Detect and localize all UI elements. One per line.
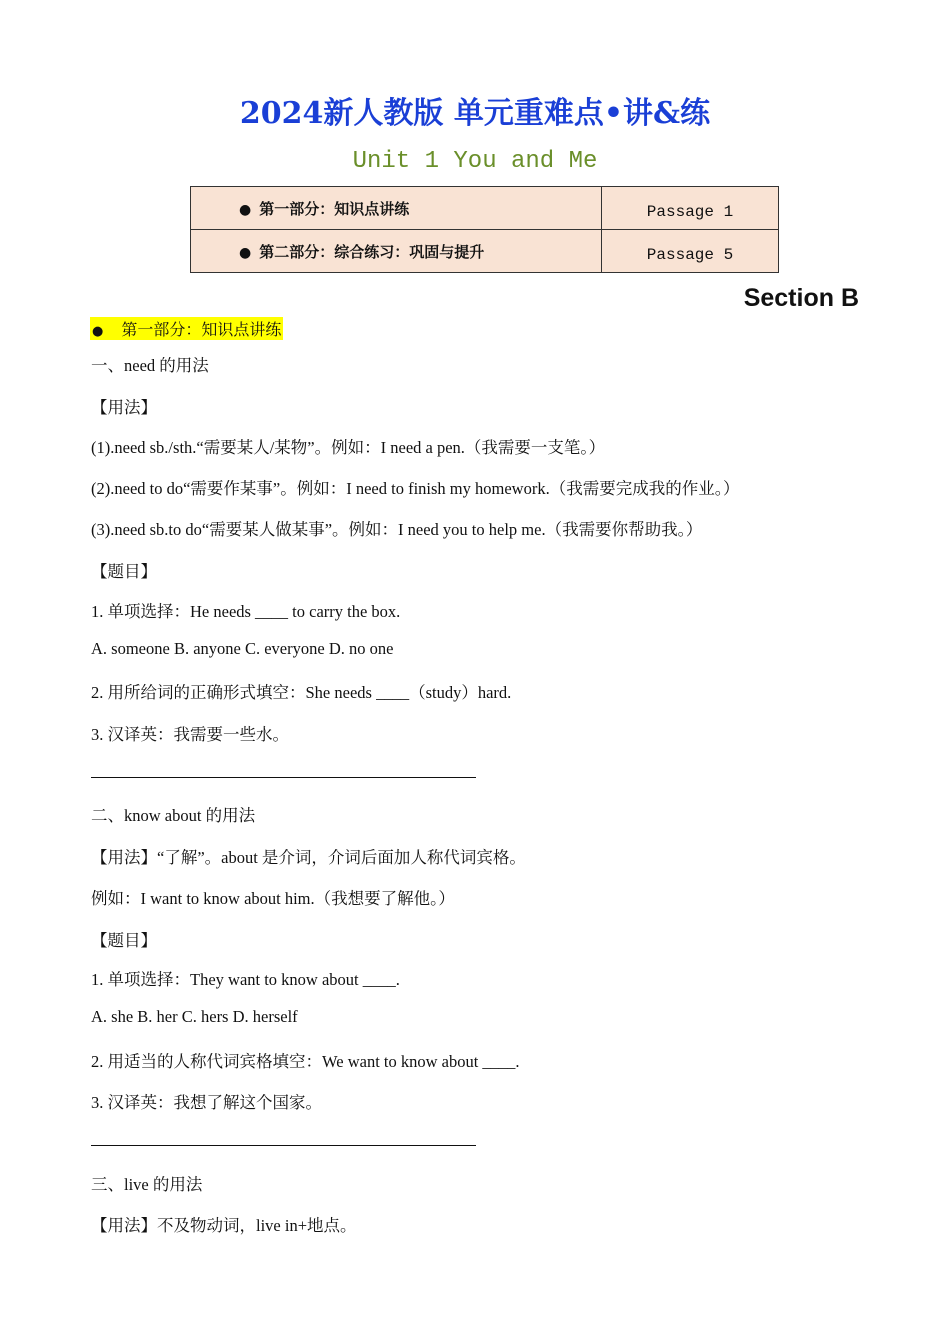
exercise-question: 1. 单项选择：He needs ____ to carry the box. [91,602,401,621]
contents-table [190,186,779,273]
answer-line [91,777,476,778]
unit-subtitle: Unit 1 You and Me [352,148,598,175]
heading-need-usage: 一、need 的用法 [91,356,209,375]
contents-label: 第二部分：综合练习：巩固与提升 [259,242,485,261]
usage-line: (2).need to do“需要作某事”。例如：I need to finish my homework.（我需要完成我的作业。） [91,479,740,498]
contents-page: Passage 5 [602,230,779,273]
bullet-icon: ● [239,244,252,261]
heading-know-about-usage: 二、know about 的用法 [91,806,256,825]
part-heading [90,317,283,340]
heading-live-usage: 三、live 的用法 [91,1175,203,1194]
contents-row [191,187,779,230]
contents-label-cell [191,187,602,230]
answer-line [91,1145,476,1146]
section-label: Section B [743,284,859,312]
exercise-question: 1. 单项选择：They want to know about ____. [91,970,400,989]
contents-row [191,230,779,273]
bullet-icon: ● [92,324,104,339]
exercise-question: 3. 汉译英：我想了解这个国家。 [91,1093,322,1112]
contents-label: 第一部分：知识点讲练 [259,199,410,218]
part-heading-text: 第一部分：知识点讲练 [121,320,282,339]
usage-line: 【用法】不及物动词，live in+地点。 [91,1216,357,1235]
exercise-label: 【题目】 [91,562,157,581]
exercise-question: 2. 用适当的人称代词宾格填空：We want to know about ____. [91,1052,520,1071]
document-title: 2024新人教版 单元重难点•讲&练 [239,96,711,131]
exercise-question: 3. 汉译英：我需要一些水。 [91,725,289,744]
contents-label-cell [191,230,602,273]
exercise-options: A. someone B. anyone C. everyone D. no one [91,639,394,658]
usage-line: (3).need sb.to do“需要某人做某事”。例如：I need you to help me.（我需要你帮助我。） [91,520,703,539]
contents-page: Passage 1 [602,187,779,230]
exercise-options: A. she B. her C. hers D. herself [91,1007,298,1026]
exercise-label: 【题目】 [91,931,157,950]
usage-line: 【用法】“了解”。about 是介词，介词后面加人称代词宾格。 [91,848,526,867]
usage-line: (1).need sb./sth.“需要某人/某物”。例如：I need a pen.（我需要一支笔。） [91,438,606,457]
usage-label: 【用法】 [91,398,157,417]
exercise-question: 2. 用所给词的正确形式填空：She needs ____（study）hard. [91,683,512,702]
example-line: 例如：I want to know about him.（我想要了解他。） [91,889,455,908]
bullet-icon: ● [239,201,252,218]
